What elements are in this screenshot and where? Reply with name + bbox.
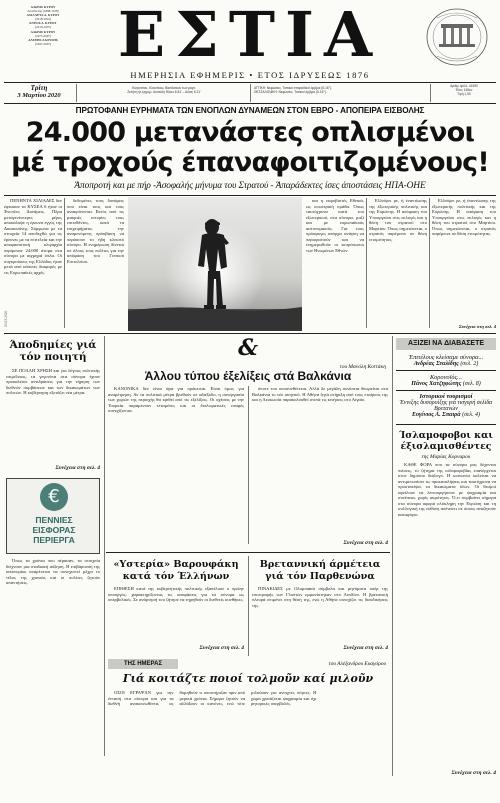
recommended-item-title[interactable]: Ιστορικοί τουρισμοί — [419, 393, 473, 400]
emblem-seal — [421, 6, 493, 68]
left-sidebar-title: Άποδημίες γιά τόν ποιητή — [9, 339, 97, 363]
divider — [396, 390, 496, 391]
divider — [248, 556, 249, 656]
continued-note: Συνέχεια στη σελ. 4 — [458, 324, 496, 329]
mid-story-col1 — [108, 386, 244, 546]
main-headline-line2: μέ τροχούς έπαναφοιτιζομένους! — [11, 147, 489, 178]
continued-note: Συνέχεια στη σελ. 4 — [343, 645, 388, 651]
main-headline-line1: 24.000 μετανάστες οπλισμένοι — [25, 117, 475, 148]
bottom-strip-paragraph: ΟΣΟΙ ΕΓΡΑΨΑΝ για την ένταση στα σύνορα και για τα διεθνή ανακοινωθέντα, ας θυμηθούν τι υποστήριζαν πριν από μερικά χρόνια. Σήμερα ζητούν να αλλάξουν οι κανόνες, ενώ τότε μιλούσαν για ανοιχτές πόρτες. Η χώρα χρειάζεται ψυχραιμία και όχι ρητορικές υπερβολές. — [108, 690, 317, 706]
lead-column-4 — [369, 198, 427, 330]
founder-line: (1918-1919) — [35, 17, 51, 22]
bottom-strip-byline: του Αλέξανδρου Ευαγόρου — [328, 661, 386, 667]
recommended-item-author: Ευγένιος Α. Σπαιρά — [412, 412, 461, 418]
lead-column-1 — [4, 198, 62, 330]
recommended-item[interactable] — [396, 354, 496, 367]
promo-paragraph: Όπως τα χρόνια που πέρασαν, τα στοιχεία δείχνουν μια σταδιακή αύξηση. Η επιβάρυνση της οικονομίας αναμένεται να συνεχιστεί μέχρι το τέλος της χρονιάς και οι πολίτες ζητούν απαντήσεις. — [6, 558, 100, 585]
essay-byline: της Μαρίας Κορναρου — [421, 454, 471, 460]
promo-box — [6, 478, 100, 554]
founder-line: ΑΔΩΝΙΣ ΚΥΡΟΥ — [30, 29, 56, 34]
divider — [429, 198, 430, 328]
masthead-title: ΕΣΤΙΑ — [117, 0, 383, 71]
divider — [248, 386, 249, 544]
left-sidebar-paragraph: ΣΕ ΠΟΛΛΗ ΧΡΗΣΗ και για λόγους πολιτικής επιμέλειας, τα γεγονότα στα σύνορα έχουν προκαλέσει αντιδράσεις για την τήρηση των διεθνών συμβάσεων και των δικαιωμάτων των πολιτών. Η κυβέρνηση εξετάζει νέα μέτρα. — [6, 368, 100, 395]
recommended-item-title[interactable]: Κορονοϊός... — [430, 373, 462, 381]
divider — [430, 84, 431, 102]
recommended-item-page: (σελ. 4) — [462, 412, 480, 418]
divider — [396, 370, 496, 371]
divider — [76, 84, 77, 102]
lead-column-3 — [306, 198, 364, 330]
bottom-left-paragraph: ΕΠΙΘΕΣΗ κατά της κυβερνητικής πολιτικής εξαπέλυσε ο πρώην υπουργός, χαρακτηρίζοντας τις αποφάσεις για τα σύνορα ως υπερβολικές. Σε ανάρτησή του ζήτησε να τηρηθούν οι διεθνείς συνθήκες. — [108, 586, 244, 602]
masthead-subtitle: ΗΜΕΡΗΣΙΑ ΕΦΗΜΕΡΙΣ • ΕΤΟΣ ΙΔΡΥΣΕΩΣ 1876 — [130, 70, 370, 80]
divider — [392, 336, 393, 776]
continued-note: Συνέχεια στη σελ. 4 — [343, 540, 388, 546]
divider — [396, 424, 496, 425]
recommended-item-author: Ανδρέας Σταλίδης — [413, 361, 459, 367]
issue-price: Τιμή 1,50 — [457, 92, 471, 97]
sun-label: Ζελήνη ήτ.έρχομ.: Ανατολή Ηλίου 6.54' – Δύσις 6.21' — [127, 90, 201, 95]
subheadline: Άποπροτή και με πήρ -Άσοφαλής μήνυμα του Στρατού - Άπαράδεκτες ίσες άποστάσεις ΗΠΑ-ΟΗΕ — [74, 181, 426, 191]
mid-story-paragraph: ΚΑΝΟΝΙΚΑ δεν είναι άρα για πρόκειται. Είναι όμως για αναμέτρηση. Αν τα πολιτικά μέτρα βρεθούν σε αδιέξοδο, η συνεργασία των χωρών της περιοχής θα κριθεί από τις εξελίξεις. Οι σχέσεις με την Τουρκία παραμένουν τεταμένες και οι διπλωματικές επαφές συνεχίζονται. — [108, 386, 244, 413]
founder-line: ΑΔΩΝΙΣ ΚΥΡΟΥ — [30, 5, 56, 9]
continued-note: Συνέχεια στη σελ. 4 — [55, 465, 100, 471]
essay-paragraph: ΚΑΘΕ ΦΟΡΑ που τα σύνορα μας δέχονται πιέσεις, το ζήτημα της ισλαμοφοβίας επανέρχεται στον δημόσιο διάλογο. Η κοινωνία καλείται να αντιμετωπίσει τις προκαταλήψεις και ταυτόχρονα να προστατέψει τα δικαιώματα όλων. Οι θεσμοί οφείλουν να λειτουργήσουν με ψυχραιμία και συνέπεια, χωρίς ακρότητες. Ό,τι συμβαίνει σήμερα στα σύνορα αφορά ολόκληρη την Ευρώπη και τη συλλογική της ευθύνη απέναντι σε όσους αναζητούν καταφύγιο. — [398, 462, 496, 517]
lead-paragraph: δεδομένες τους δυνάμεις που είναι τους και τους ανακρίνονται. Εκτός από τις μακριές ιστορίες τους επιτεθέντες, κατά τα επιχειρήματα, την αναμενόμενη πρόσβαση να περάσουν το ήδη κλειστό σύνορο. Η ενημέρωση δίνεται σε όλους τους πολίτες για την απόφαση του Γενικού Επιτελείου. — [67, 198, 124, 264]
main-headline — [4, 118, 496, 178]
essay-text — [398, 462, 496, 768]
divider — [106, 552, 390, 553]
divider — [250, 84, 251, 102]
issue-block — [432, 84, 496, 96]
recommended-item-page: (σελ. 8) — [462, 380, 481, 387]
mid-story-byline: του Μανόλη Κοττάκη — [339, 364, 386, 370]
right-sidebar-header: ΑΞΙΖΕΙ ΝΑ ΔΙΑΒΑΣΕΤΕ — [396, 338, 496, 350]
founder-line: (1975-2007) — [35, 33, 51, 38]
recommended-item[interactable] — [396, 374, 496, 387]
promo-text — [6, 558, 100, 758]
bottom-strip-header: ΤΗΣ ΗΜΕΡΑΣ — [108, 659, 178, 669]
day-label: Τρίτη — [30, 84, 48, 92]
divider — [4, 82, 496, 83]
saint-sun-block — [80, 86, 248, 94]
right-sidebar-items — [396, 354, 496, 421]
ampersand-ornament: & — [238, 335, 258, 361]
side-date-stamp: 03-03-2020 — [3, 310, 8, 328]
recommended-item[interactable] — [396, 393, 496, 418]
mid-story-paragraph: όποτε του υποσυνθέτεται. Αλλά δε μεγάλη συνέπεια θεωρείται στα Βαλκάνια το νέο σκηνικό. Η Αθήνα ζητά στήριξη από τους εταίρους της και η Λευκωσία παρακολουθεί στενά τις κινήσεις στο Αιγαίο. — [252, 386, 388, 402]
founder-line: ΚΥΡΟΣ Α. ΚΥΡΟΥ — [29, 21, 57, 26]
divider — [4, 103, 496, 104]
lead-paragraph: Ελλείψει ρε, ή έναντίωσης της έξωτερικής πολιτικής και της Ευρώπης. Η απόφαση του Υπουργείου στις εκλογές και η θέση του στρατού στο Μαρτίου. Όπως σημειώνεται, ο στρατός παρέμεινε σε θέση ετοιμότητας. — [369, 198, 427, 242]
recommended-item-title[interactable]: Έννιξης δυσοροίξης γιά τισγυρή σελίδα Βρετανών — [399, 400, 493, 412]
mid-story-title: Άλλου τύπου έξελίξεις στά Βαλκάνια — [144, 369, 352, 383]
divider — [366, 198, 367, 328]
weather-line: ΘΕΣΣΑΛΟΝΙΚΗ: Νεφώσεις. Τοπικοί όμβροι (5-16°). — [254, 90, 327, 95]
lead-column-5 — [432, 198, 496, 322]
lead-column-2 — [67, 198, 124, 330]
bottom-mid-paragraph: ΠΙΝΑΚΙΔΕΣ με Ολυμπιακά σύμβολα και μηνύματα υπέρ της επιστροφής των Γλυπτών εμφανίστηκαν στο Λονδίνο. Η βρετανική πλευρά επιμένει στη θέση της, ενώ η Αθήνα συνεχίζει τις διεκδικήσεις της. — [252, 586, 388, 608]
recommended-item-author: Πάνος Χατζηφώτης — [411, 380, 462, 387]
divider — [4, 333, 496, 334]
bottom-mid-text — [252, 586, 388, 644]
soldier-silhouette-photo — [128, 197, 302, 331]
founders-list — [4, 5, 82, 46]
founder-line: ΑΛΕΞΗΣ ΖΑΟΥΣΗΣ — [28, 37, 58, 42]
date-block — [4, 84, 74, 99]
date-label: 3 Μαρτίου 2020 — [17, 92, 61, 99]
weather-block — [254, 86, 424, 94]
ribbon-headline: ΠΡΩΤΟΦΑΝΗ ΕΥΡΗΜΑΤΑ ΤΩΝ ΕΝΟΠΛΩΝ ΔΥΝΑΜΕΩΝ ΣΤΟΝ ΕΒΡΟ - ΑΠΟΠΕΙΡΑ ΕΙΣΒΟΛΗΣ — [75, 106, 425, 115]
euro-icon: € — [40, 483, 68, 511]
bottom-strip-title: Γιά κοιτάζτε ποιοί τολμοῦν καί μιλοῦν — [122, 672, 374, 685]
recommended-item-page: (σελ. 2) — [460, 361, 479, 367]
bottom-left-text — [108, 586, 244, 644]
weather-line: ΑΤΤΙΚΗ: Νεφώσεις. Τοπικοί σποραδικοί όμβροι (6-16°). — [254, 86, 332, 90]
saint-label: Ευτροπίου, Κλεονίκου, Βασιλίσκου των μαρτ. — [132, 86, 196, 90]
divider — [64, 198, 65, 328]
founder-line: ΑΧΙΛΛΕΥΣ Α. ΚΥΡΟΥ — [26, 13, 60, 18]
lead-paragraph: και η εκφοβιστές Εθνικά, ως εσωτερική ομάδα. Όπως ταυτόχρονα κατά του εξωτερικού, στα σύνορα, μαζί και με ευρωπαϊκούς αστυνομικούς. Για τους πρόσφυγες υπάρχει ανάγκη να περιοριστούν και να ενημερωθούν οι εκπρόσωποι των Ηνωμένων Εθνών. — [306, 198, 364, 253]
issue-number: Αριθμ. φύλλ. 41590 — [450, 84, 478, 88]
left-sidebar-text — [6, 368, 100, 464]
mid-story-col2 — [252, 386, 388, 536]
divider — [104, 336, 105, 756]
bottom-strip-text — [108, 690, 388, 780]
founder-line: (1997-2007) — [35, 41, 51, 46]
divider — [4, 195, 496, 196]
issue-year: Έτος 145ον — [455, 88, 473, 93]
lead-paragraph: ΠΕΝΗΝΤΑ ΧΙΛΙΑΔΕΣ δεν έφτασαν τα ΚΥΣΕΑ 6 ήταν οι Ένοπλες Δυνάμεις. Πέρα μεταγενέστερες μέρες αποκάλυψε η έρευνα εγγύς της Δικαιοσύνης. Σύμφωνα με τα στοιχεία 14 αποδεχθώ για τις έρευνες με τα επιτελεία και την αποφασιστική ολιγαρχία περίμεναν 24.000 άτομα στα σύνορα με αιχμηρά όπλα. Οι συγκρούσεις της Ελλάδος ήταν μετά από κάποιες διαφορές με τις Ευρωπαϊκές αρχές. — [4, 198, 62, 275]
essay-title: Ίσλαμοφοβοι και έξισλαμισθέντες — [399, 430, 493, 452]
recommended-item-title[interactable]: Έπιτέλους κλείσαμε σύνορα... — [408, 354, 484, 361]
continued-note: Συνέχεια στη σελ. 4 — [451, 770, 496, 776]
founder-line: (1919-1975) — [35, 25, 51, 30]
promo-title: ΠΕΝΝΙΕΣ ΕΙΣΦΟΡΑΣ ΠΕΡΙΕΡΓΑ — [32, 515, 76, 545]
continued-note: Συνέχεια στη σελ. 4 — [199, 645, 244, 651]
bottom-left-title: «Υστερία» Βαρουφάκη κατά τόν Έλλήνων — [113, 559, 239, 582]
lead-paragraph: Ελλείψει ρε, ή έναντίωσης της έξωτερικής πολιτικής και της Ευρώπης. Η απόφαση του Υπουργείου στις εκλογές και η θέση του στρατού στο Μαρτίου. Όπως σημειώνεται, ο στρατός παρέμεινε σε θέση ετοιμότητας. — [432, 198, 496, 236]
founder-line: Διευθυντής (1898-1918) — [27, 9, 59, 14]
bottom-mid-title: Βρεταννική άρμέτεια γιά τόν Παρθενώνα — [259, 559, 381, 582]
